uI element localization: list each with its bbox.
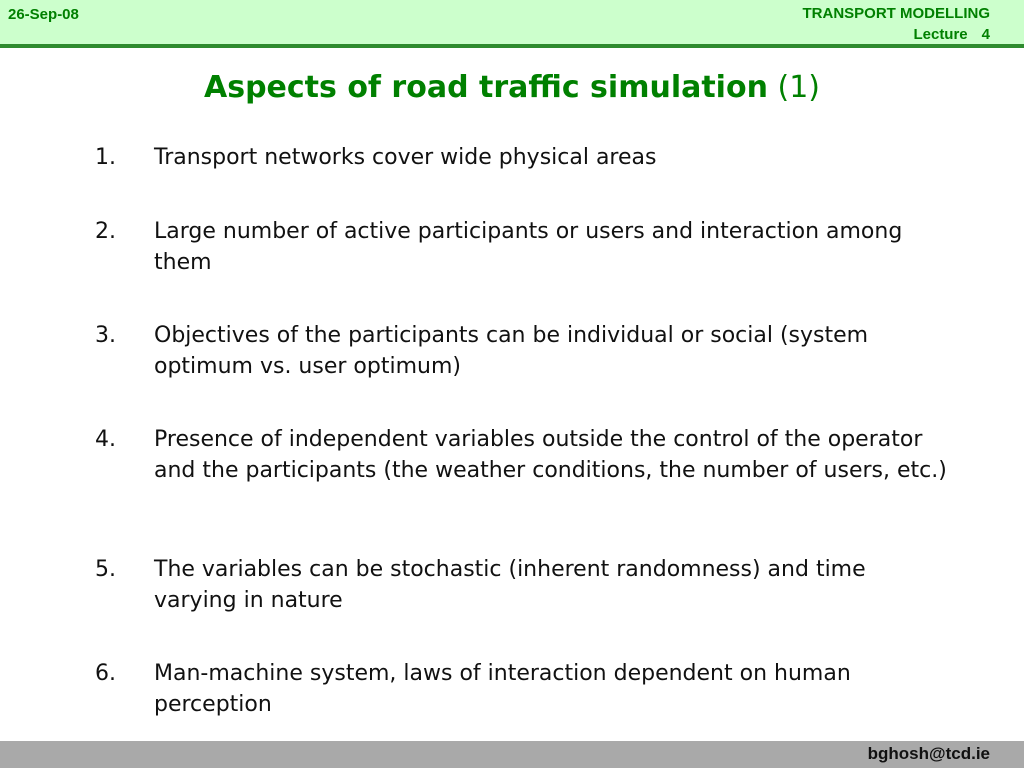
list-item (95, 554, 955, 616)
list-item (95, 216, 955, 278)
footer-band (0, 741, 1024, 768)
list-item-number: 6. (95, 661, 116, 686)
header-lecture (803, 24, 991, 45)
slide-title-main: Aspects of road traffic simulation (204, 70, 768, 105)
list-item-text: Large number of active participants or users and interaction among them (154, 219, 903, 275)
header-lecture-label: Lecture (913, 26, 968, 43)
list-item-number: 5. (95, 557, 116, 582)
footer-email[interactable]: bghosh@tcd.ie (867, 744, 990, 763)
list-item-text: Transport networks cover wide physical areas (154, 145, 657, 170)
list-item-text: Man-machine system, laws of interaction dependent on human perception (154, 661, 851, 717)
list-item (95, 320, 955, 382)
header-band (0, 0, 1024, 48)
list-item (95, 142, 955, 173)
list-item-number: 1. (95, 145, 116, 170)
header-course-title: TRANSPORT MODELLING (802, 5, 990, 22)
list-item (95, 424, 955, 486)
list-item-number: 2. (95, 219, 116, 244)
header-course-block (803, 3, 991, 45)
list-item-text: Presence of independent variables outside the control of the operator and the participants (the weather conditions, the number of users, etc.) (154, 427, 947, 483)
header-lecture-number: 4 (981, 26, 990, 43)
header-date: 26-Sep-08 (8, 6, 79, 23)
slide-title (0, 70, 1024, 105)
list-item-text: The variables can be stochastic (inherent randomness) and time varying in nature (154, 557, 866, 613)
list-item-text: Objectives of the participants can be individual or social (system optimum vs. user optimum) (154, 323, 869, 379)
list-item-number: 4. (95, 427, 116, 452)
list-item-number: 3. (95, 323, 116, 348)
list-item (95, 658, 955, 720)
slide-title-suffix: (1) (777, 70, 820, 105)
